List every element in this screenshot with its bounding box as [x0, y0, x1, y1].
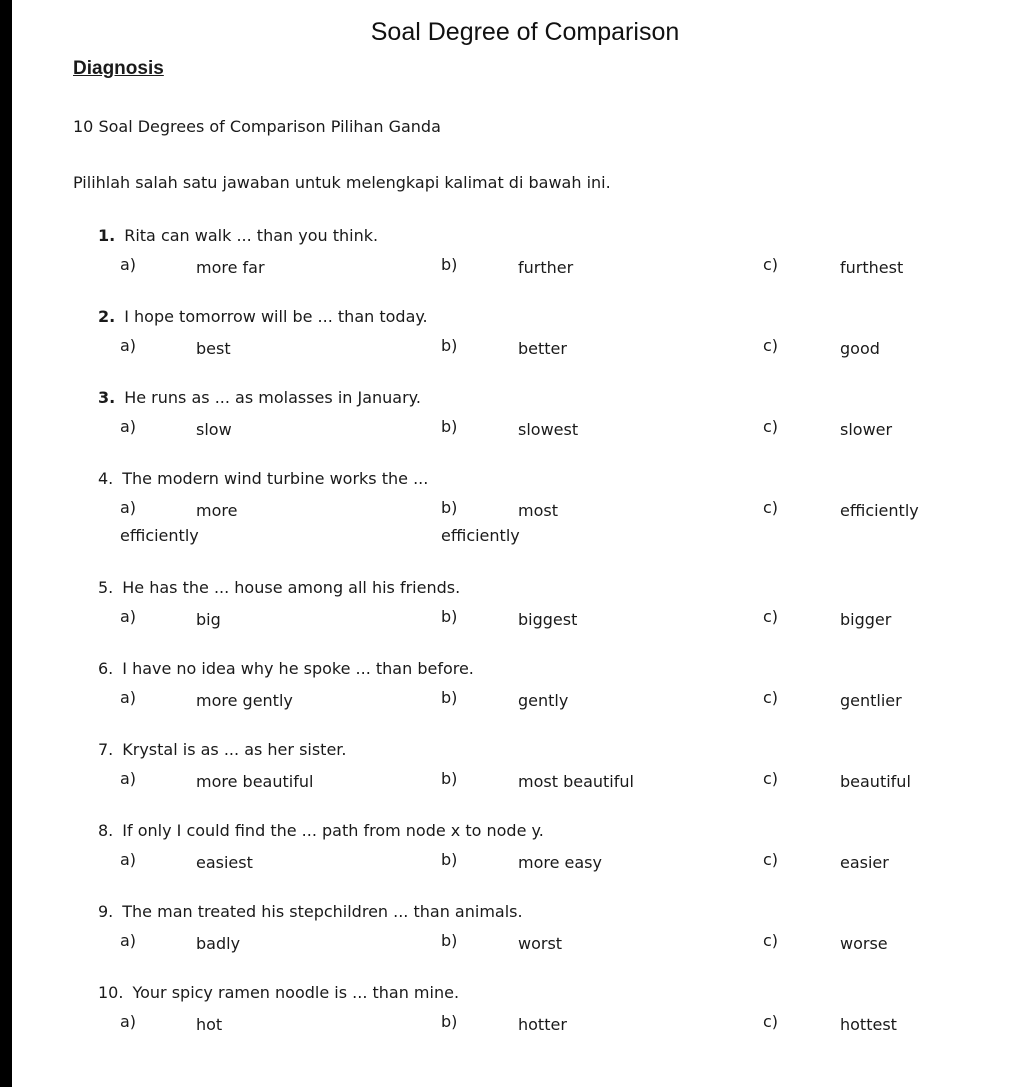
- option-a-letter: a): [120, 255, 137, 274]
- option-a-letter: a): [120, 688, 137, 707]
- question-sentence: The modern wind turbine works the ...: [122, 469, 429, 488]
- option-c-letter: c): [763, 850, 779, 869]
- question-text: [98, 578, 460, 597]
- question-text: [98, 902, 523, 921]
- option-a-text: big: [196, 610, 221, 629]
- option-c-letter: c): [763, 1012, 779, 1031]
- question-10: [0, 983, 1021, 1064]
- option-b-text: slowest: [518, 420, 579, 439]
- option-a-text: slow: [196, 420, 232, 439]
- question-number: 2.: [98, 307, 116, 326]
- option-a-text: more beautiful: [196, 772, 314, 791]
- question-sentence: If only I could find the ... path from node x to node y.: [122, 821, 544, 840]
- question-text: [98, 983, 459, 1002]
- option-a-text: easiest: [196, 853, 253, 872]
- option-b-letter: b): [441, 417, 458, 436]
- question-number: 7.: [98, 740, 114, 759]
- option-b-text: biggest: [518, 610, 578, 629]
- option-b-text-line2: efficiently: [441, 526, 520, 545]
- option-b-text: more easy: [518, 853, 602, 872]
- option-b-letter: b): [441, 769, 458, 788]
- option-a-letter: a): [120, 1012, 137, 1031]
- option-b-letter: b): [441, 688, 458, 707]
- question-sentence: Rita can walk ... than you think.: [124, 226, 379, 245]
- question-number: 9.: [98, 902, 114, 921]
- option-c-text: furthest: [840, 258, 904, 277]
- question-number: 1.: [98, 226, 116, 245]
- question-text: [98, 469, 428, 488]
- question-sentence: I hope tomorrow will be ... than today.: [124, 307, 428, 326]
- option-c-text: bigger: [840, 610, 892, 629]
- question-sentence: He has the ... house among all his friends.: [122, 578, 461, 597]
- question-9: [0, 902, 1021, 983]
- option-a-letter: a): [120, 498, 137, 517]
- question-sentence: The man treated his stepchildren ... than animals.: [122, 902, 523, 921]
- option-b-text: worst: [518, 934, 563, 953]
- question-5: [0, 578, 1021, 659]
- question-sentence: He runs as ... as molasses in January.: [124, 388, 421, 407]
- question-number: 10.: [98, 983, 124, 1002]
- option-a-letter: a): [120, 607, 137, 626]
- question-number: 8.: [98, 821, 114, 840]
- option-c-text: gentlier: [840, 691, 902, 710]
- question-7: [0, 740, 1021, 821]
- question-4: [0, 469, 1021, 578]
- question-2: [0, 307, 1021, 388]
- option-c-text: worse: [840, 934, 888, 953]
- question-number: 4.: [98, 469, 114, 488]
- option-c-text: hottest: [840, 1015, 897, 1034]
- question-text: [98, 307, 428, 326]
- option-a-text-line2: efficiently: [120, 526, 199, 545]
- option-b-letter: b): [441, 255, 458, 274]
- option-b-text: most beautiful: [518, 772, 634, 791]
- subtitle: 10 Soal Degrees of Comparison Pilihan Ganda: [73, 117, 441, 136]
- question-text: [98, 740, 347, 759]
- option-a-letter: a): [120, 336, 137, 355]
- option-a-text: more gently: [196, 691, 293, 710]
- option-b-text: better: [518, 339, 567, 358]
- question-text: [98, 388, 421, 407]
- option-c-text: beautiful: [840, 772, 911, 791]
- option-c-letter: c): [763, 769, 779, 788]
- question-list: [0, 226, 1021, 1064]
- option-c-text: good: [840, 339, 880, 358]
- question-text: [98, 659, 474, 678]
- option-b-letter: b): [441, 498, 458, 517]
- option-a-letter: a): [120, 769, 137, 788]
- option-b-text-line1: most: [518, 501, 558, 520]
- option-a-text: badly: [196, 934, 241, 953]
- option-a-text-line1: more: [196, 501, 238, 520]
- question-number: 5.: [98, 578, 114, 597]
- question-text: [98, 226, 378, 245]
- section-heading: Diagnosis: [73, 58, 164, 79]
- option-b-text: gently: [518, 691, 569, 710]
- question-6: [0, 659, 1021, 740]
- option-a-letter: a): [120, 417, 137, 436]
- option-c-letter: c): [763, 931, 779, 950]
- instruction: Pilihlah salah satu jawaban untuk melengkapi kalimat di bawah ini.: [73, 173, 611, 192]
- question-number: 3.: [98, 388, 116, 407]
- option-b-letter: b): [441, 607, 458, 626]
- option-c-letter: c): [763, 417, 779, 436]
- option-c-letter: c): [763, 688, 779, 707]
- question-sentence: Krystal is as ... as her sister.: [122, 740, 347, 759]
- question-sentence: Your spicy ramen noodle is ... than mine.: [132, 983, 460, 1002]
- option-c-letter: c): [763, 255, 779, 274]
- option-b-letter: b): [441, 931, 458, 950]
- question-1: [0, 226, 1021, 307]
- option-c-letter: c): [763, 336, 779, 355]
- option-c-letter: c): [763, 607, 779, 626]
- question-8: [0, 821, 1021, 902]
- option-b-text: further: [518, 258, 574, 277]
- option-a-letter: a): [120, 931, 137, 950]
- option-c-text: easier: [840, 853, 889, 872]
- question-number: 6.: [98, 659, 114, 678]
- option-c-letter: c): [763, 498, 779, 517]
- option-b-letter: b): [441, 850, 458, 869]
- option-a-letter: a): [120, 850, 137, 869]
- page-title: Soal Degree of Comparison: [370, 18, 680, 46]
- question-text: [98, 821, 544, 840]
- option-c-text: slower: [840, 420, 893, 439]
- option-a-text: best: [196, 339, 231, 358]
- option-b-text: hotter: [518, 1015, 567, 1034]
- option-b-letter: b): [441, 336, 458, 355]
- option-a-text: more far: [196, 258, 265, 277]
- option-b-letter: b): [441, 1012, 458, 1031]
- option-a-text: hot: [196, 1015, 223, 1034]
- question-3: [0, 388, 1021, 469]
- question-sentence: I have no idea why he spoke ... than before.: [122, 659, 474, 678]
- option-c-text: efficiently: [840, 501, 919, 520]
